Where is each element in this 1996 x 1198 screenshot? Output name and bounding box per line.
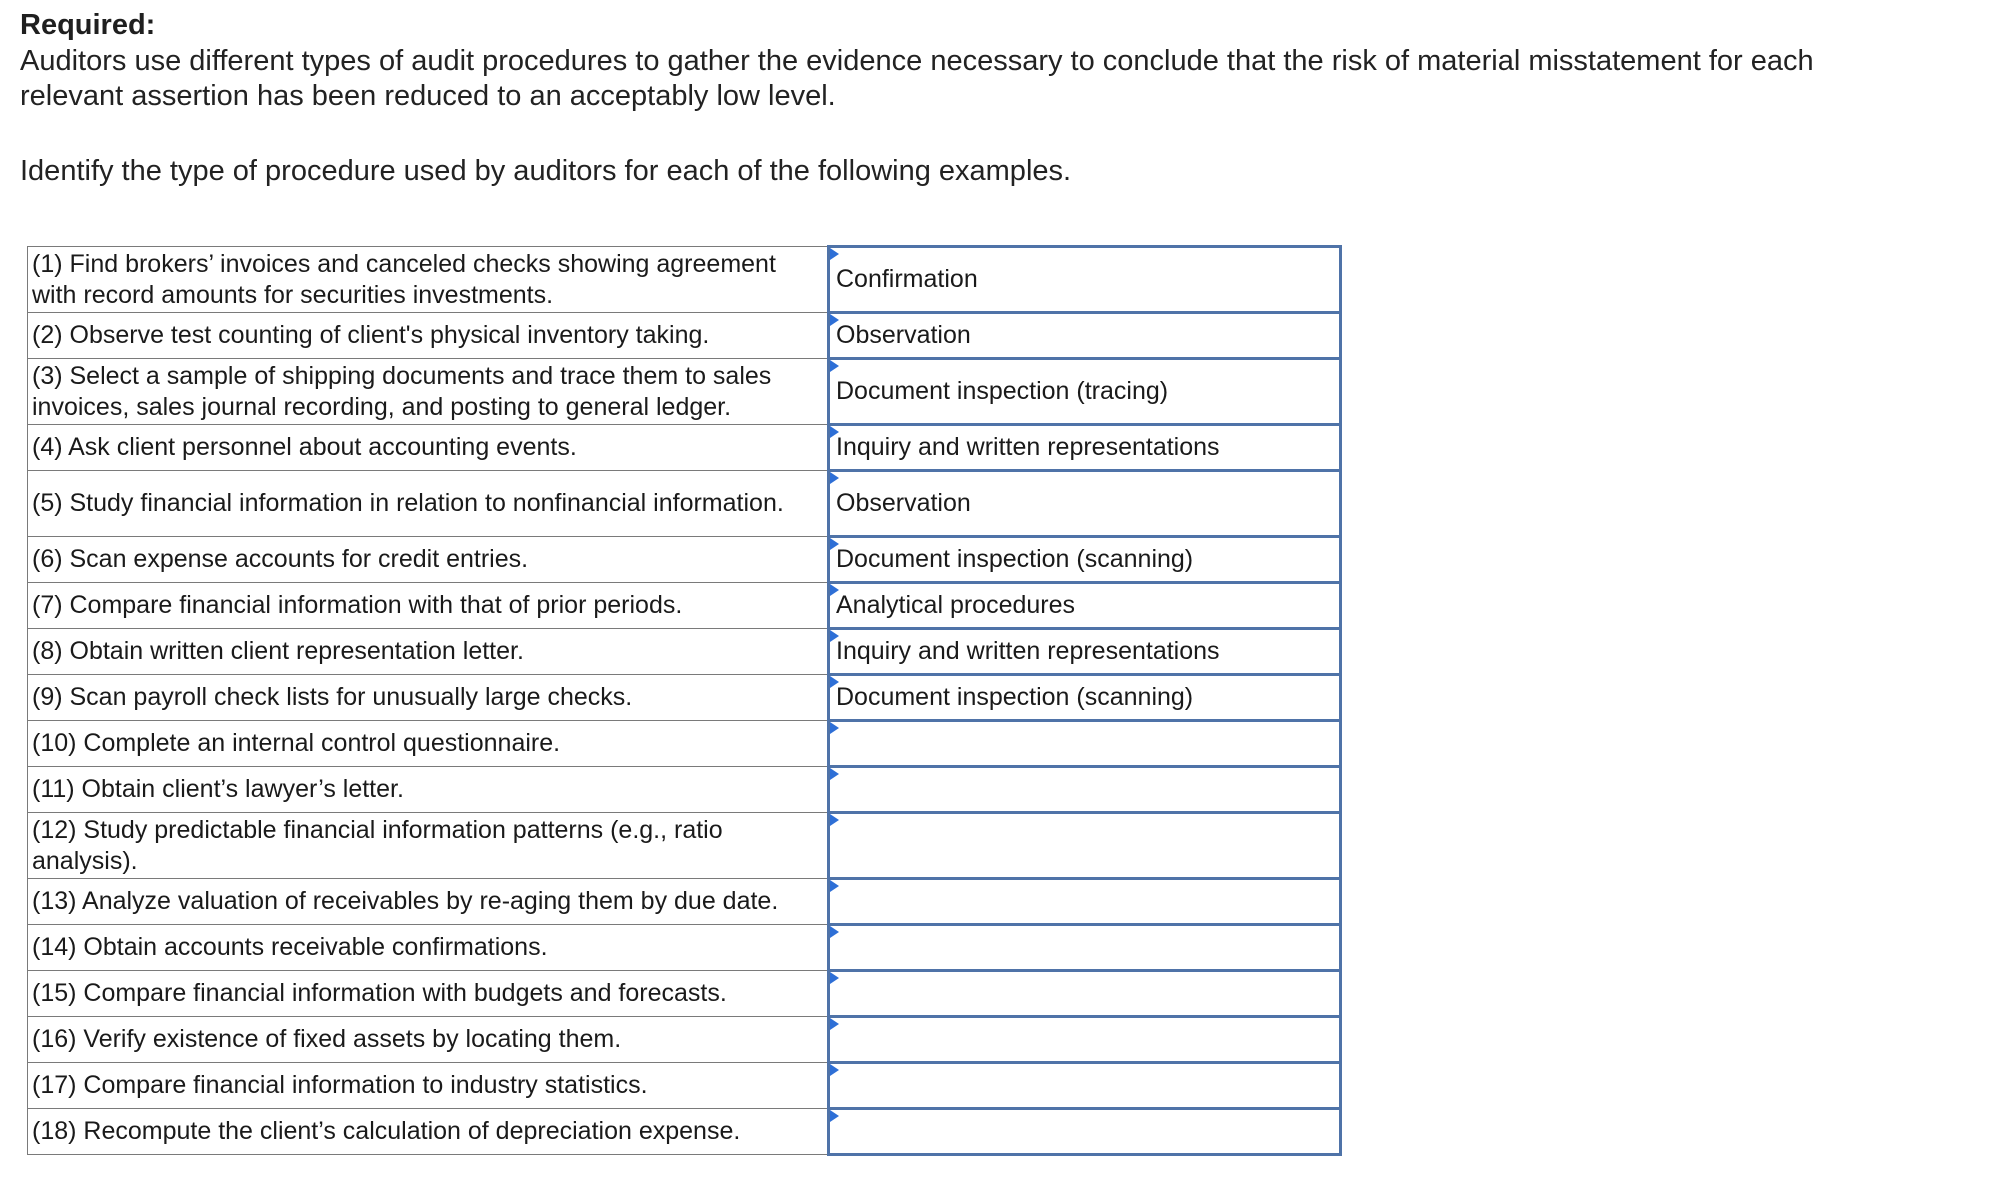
dropdown-marker-icon bbox=[830, 722, 839, 734]
table-row bbox=[28, 629, 1341, 675]
dropdown-marker-icon bbox=[830, 1110, 839, 1122]
table-row bbox=[28, 813, 1341, 879]
answer-cell[interactable] bbox=[829, 1063, 1341, 1109]
dropdown-marker-icon bbox=[830, 972, 839, 984]
question-cell: (2) Observe test counting of client's physical inventory taking. bbox=[28, 313, 829, 359]
answer-cell[interactable] bbox=[829, 583, 1341, 629]
answer-value: Confirmation bbox=[836, 265, 978, 293]
question-cell: (8) Obtain written client representation letter. bbox=[28, 629, 829, 675]
answer-value: Inquiry and written representations bbox=[836, 637, 1220, 665]
answer-cell[interactable] bbox=[829, 925, 1341, 971]
answer-dropdown[interactable] bbox=[830, 630, 1339, 673]
answer-dropdown[interactable] bbox=[830, 538, 1339, 581]
question-cell: (4) Ask client personnel about accounting events. bbox=[28, 425, 829, 471]
dropdown-marker-icon bbox=[830, 360, 839, 372]
table-row bbox=[28, 359, 1341, 425]
answer-dropdown[interactable] bbox=[830, 768, 1339, 811]
table-row bbox=[28, 537, 1341, 583]
table-row bbox=[28, 247, 1341, 313]
dropdown-marker-icon bbox=[830, 1018, 839, 1030]
answer-cell[interactable] bbox=[829, 767, 1341, 813]
answer-value: Inquiry and written representations bbox=[836, 433, 1220, 461]
question-cell: (14) Obtain accounts receivable confirmations. bbox=[28, 925, 829, 971]
table-row bbox=[28, 721, 1341, 767]
question-cell: (17) Compare financial information to industry statistics. bbox=[28, 1063, 829, 1109]
question-cell: (6) Scan expense accounts for credit entries. bbox=[28, 537, 829, 583]
answer-value: Analytical procedures bbox=[836, 591, 1076, 619]
answer-cell[interactable] bbox=[829, 1017, 1341, 1063]
answer-dropdown[interactable] bbox=[830, 972, 1339, 1015]
table-row bbox=[28, 425, 1341, 471]
procedure-table bbox=[27, 245, 1342, 1156]
question-cell: (11) Obtain client’s lawyer’s letter. bbox=[28, 767, 829, 813]
answer-dropdown[interactable] bbox=[830, 1110, 1339, 1153]
answer-dropdown[interactable] bbox=[830, 1018, 1339, 1061]
dropdown-marker-icon bbox=[830, 926, 839, 938]
intro-text: Auditors use different types of audit procedures to gather the evidence necessary to conclude that the risk of material misstatement for each relevant assertion has been reduced to an acceptably low level. bbox=[20, 45, 1814, 112]
question-cell: (5) Study financial information in relation to nonfinancial information. bbox=[28, 471, 829, 537]
required-heading: Required: bbox=[20, 9, 156, 41]
dropdown-marker-icon bbox=[830, 768, 839, 780]
dropdown-marker-icon bbox=[830, 630, 839, 642]
answer-dropdown[interactable] bbox=[830, 248, 1339, 311]
answer-cell[interactable] bbox=[829, 313, 1341, 359]
dropdown-marker-icon bbox=[830, 1064, 839, 1076]
question-header bbox=[20, 6, 1920, 189]
dropdown-marker-icon bbox=[830, 880, 839, 892]
answer-cell[interactable] bbox=[829, 879, 1341, 925]
dropdown-marker-icon bbox=[830, 538, 839, 550]
question-cell: (10) Complete an internal control questionnaire. bbox=[28, 721, 829, 767]
table-row bbox=[28, 879, 1341, 925]
question-cell: (1) Find brokers’ invoices and canceled checks showing agreement with record amounts for securities investments. bbox=[28, 247, 829, 313]
dropdown-marker-icon bbox=[830, 472, 839, 484]
answer-cell[interactable] bbox=[829, 359, 1341, 425]
answer-value: Document inspection (tracing) bbox=[836, 377, 1169, 405]
table-row bbox=[28, 675, 1341, 721]
answer-dropdown[interactable] bbox=[830, 1064, 1339, 1107]
answer-cell[interactable] bbox=[829, 813, 1341, 879]
table-row bbox=[28, 925, 1341, 971]
answer-cell[interactable] bbox=[829, 425, 1341, 471]
dropdown-marker-icon bbox=[830, 248, 839, 260]
question-cell: (9) Scan payroll check lists for unusually large checks. bbox=[28, 675, 829, 721]
answer-value: Observation bbox=[836, 321, 971, 349]
dropdown-marker-icon bbox=[830, 676, 839, 688]
answer-cell[interactable] bbox=[829, 537, 1341, 583]
dropdown-marker-icon bbox=[830, 426, 839, 438]
answer-dropdown[interactable] bbox=[830, 722, 1339, 765]
dropdown-marker-icon bbox=[830, 314, 839, 326]
answer-value: Observation bbox=[836, 489, 971, 517]
question-cell: (12) Study predictable financial information patterns (e.g., ratio analysis). bbox=[28, 813, 829, 879]
answer-cell[interactable] bbox=[829, 1109, 1341, 1155]
answer-value: Document inspection (scanning) bbox=[836, 545, 1194, 573]
answer-dropdown[interactable] bbox=[830, 426, 1339, 469]
answer-dropdown[interactable] bbox=[830, 926, 1339, 969]
answer-dropdown[interactable] bbox=[830, 880, 1339, 923]
answer-cell[interactable] bbox=[829, 721, 1341, 767]
question-cell: (13) Analyze valuation of receivables by re-aging them by due date. bbox=[28, 879, 829, 925]
answer-cell[interactable] bbox=[829, 675, 1341, 721]
dropdown-marker-icon bbox=[830, 814, 839, 826]
answer-dropdown[interactable] bbox=[830, 814, 1339, 877]
table-row bbox=[28, 1109, 1341, 1155]
table-row bbox=[28, 313, 1341, 359]
answer-dropdown[interactable] bbox=[830, 584, 1339, 627]
dropdown-marker-icon bbox=[830, 584, 839, 596]
answer-dropdown[interactable] bbox=[830, 676, 1339, 719]
answer-dropdown[interactable] bbox=[830, 472, 1339, 535]
answer-cell[interactable] bbox=[829, 247, 1341, 313]
question-cell: (3) Select a sample of shipping documents and trace them to sales invoices, sales journal recording, and posting to general ledger. bbox=[28, 359, 829, 425]
answer-dropdown[interactable] bbox=[830, 360, 1339, 423]
answer-cell[interactable] bbox=[829, 471, 1341, 537]
answer-cell[interactable] bbox=[829, 971, 1341, 1017]
table-row bbox=[28, 971, 1341, 1017]
table-row bbox=[28, 767, 1341, 813]
answer-cell[interactable] bbox=[829, 629, 1341, 675]
table-row bbox=[28, 471, 1341, 537]
question-cell: (16) Verify existence of fixed assets by locating them. bbox=[28, 1017, 829, 1063]
question-cell: (7) Compare financial information with that of prior periods. bbox=[28, 583, 829, 629]
answer-dropdown[interactable] bbox=[830, 314, 1339, 357]
answer-value: Document inspection (scanning) bbox=[836, 683, 1194, 711]
table-row bbox=[28, 1063, 1341, 1109]
question-cell: (15) Compare financial information with budgets and forecasts. bbox=[28, 971, 829, 1017]
table-row bbox=[28, 1017, 1341, 1063]
instruction-text: Identify the type of procedure used by auditors for each of the following examples. bbox=[20, 155, 1072, 187]
question-cell: (18) Recompute the client’s calculation of depreciation expense. bbox=[28, 1109, 829, 1155]
table-row bbox=[28, 583, 1341, 629]
